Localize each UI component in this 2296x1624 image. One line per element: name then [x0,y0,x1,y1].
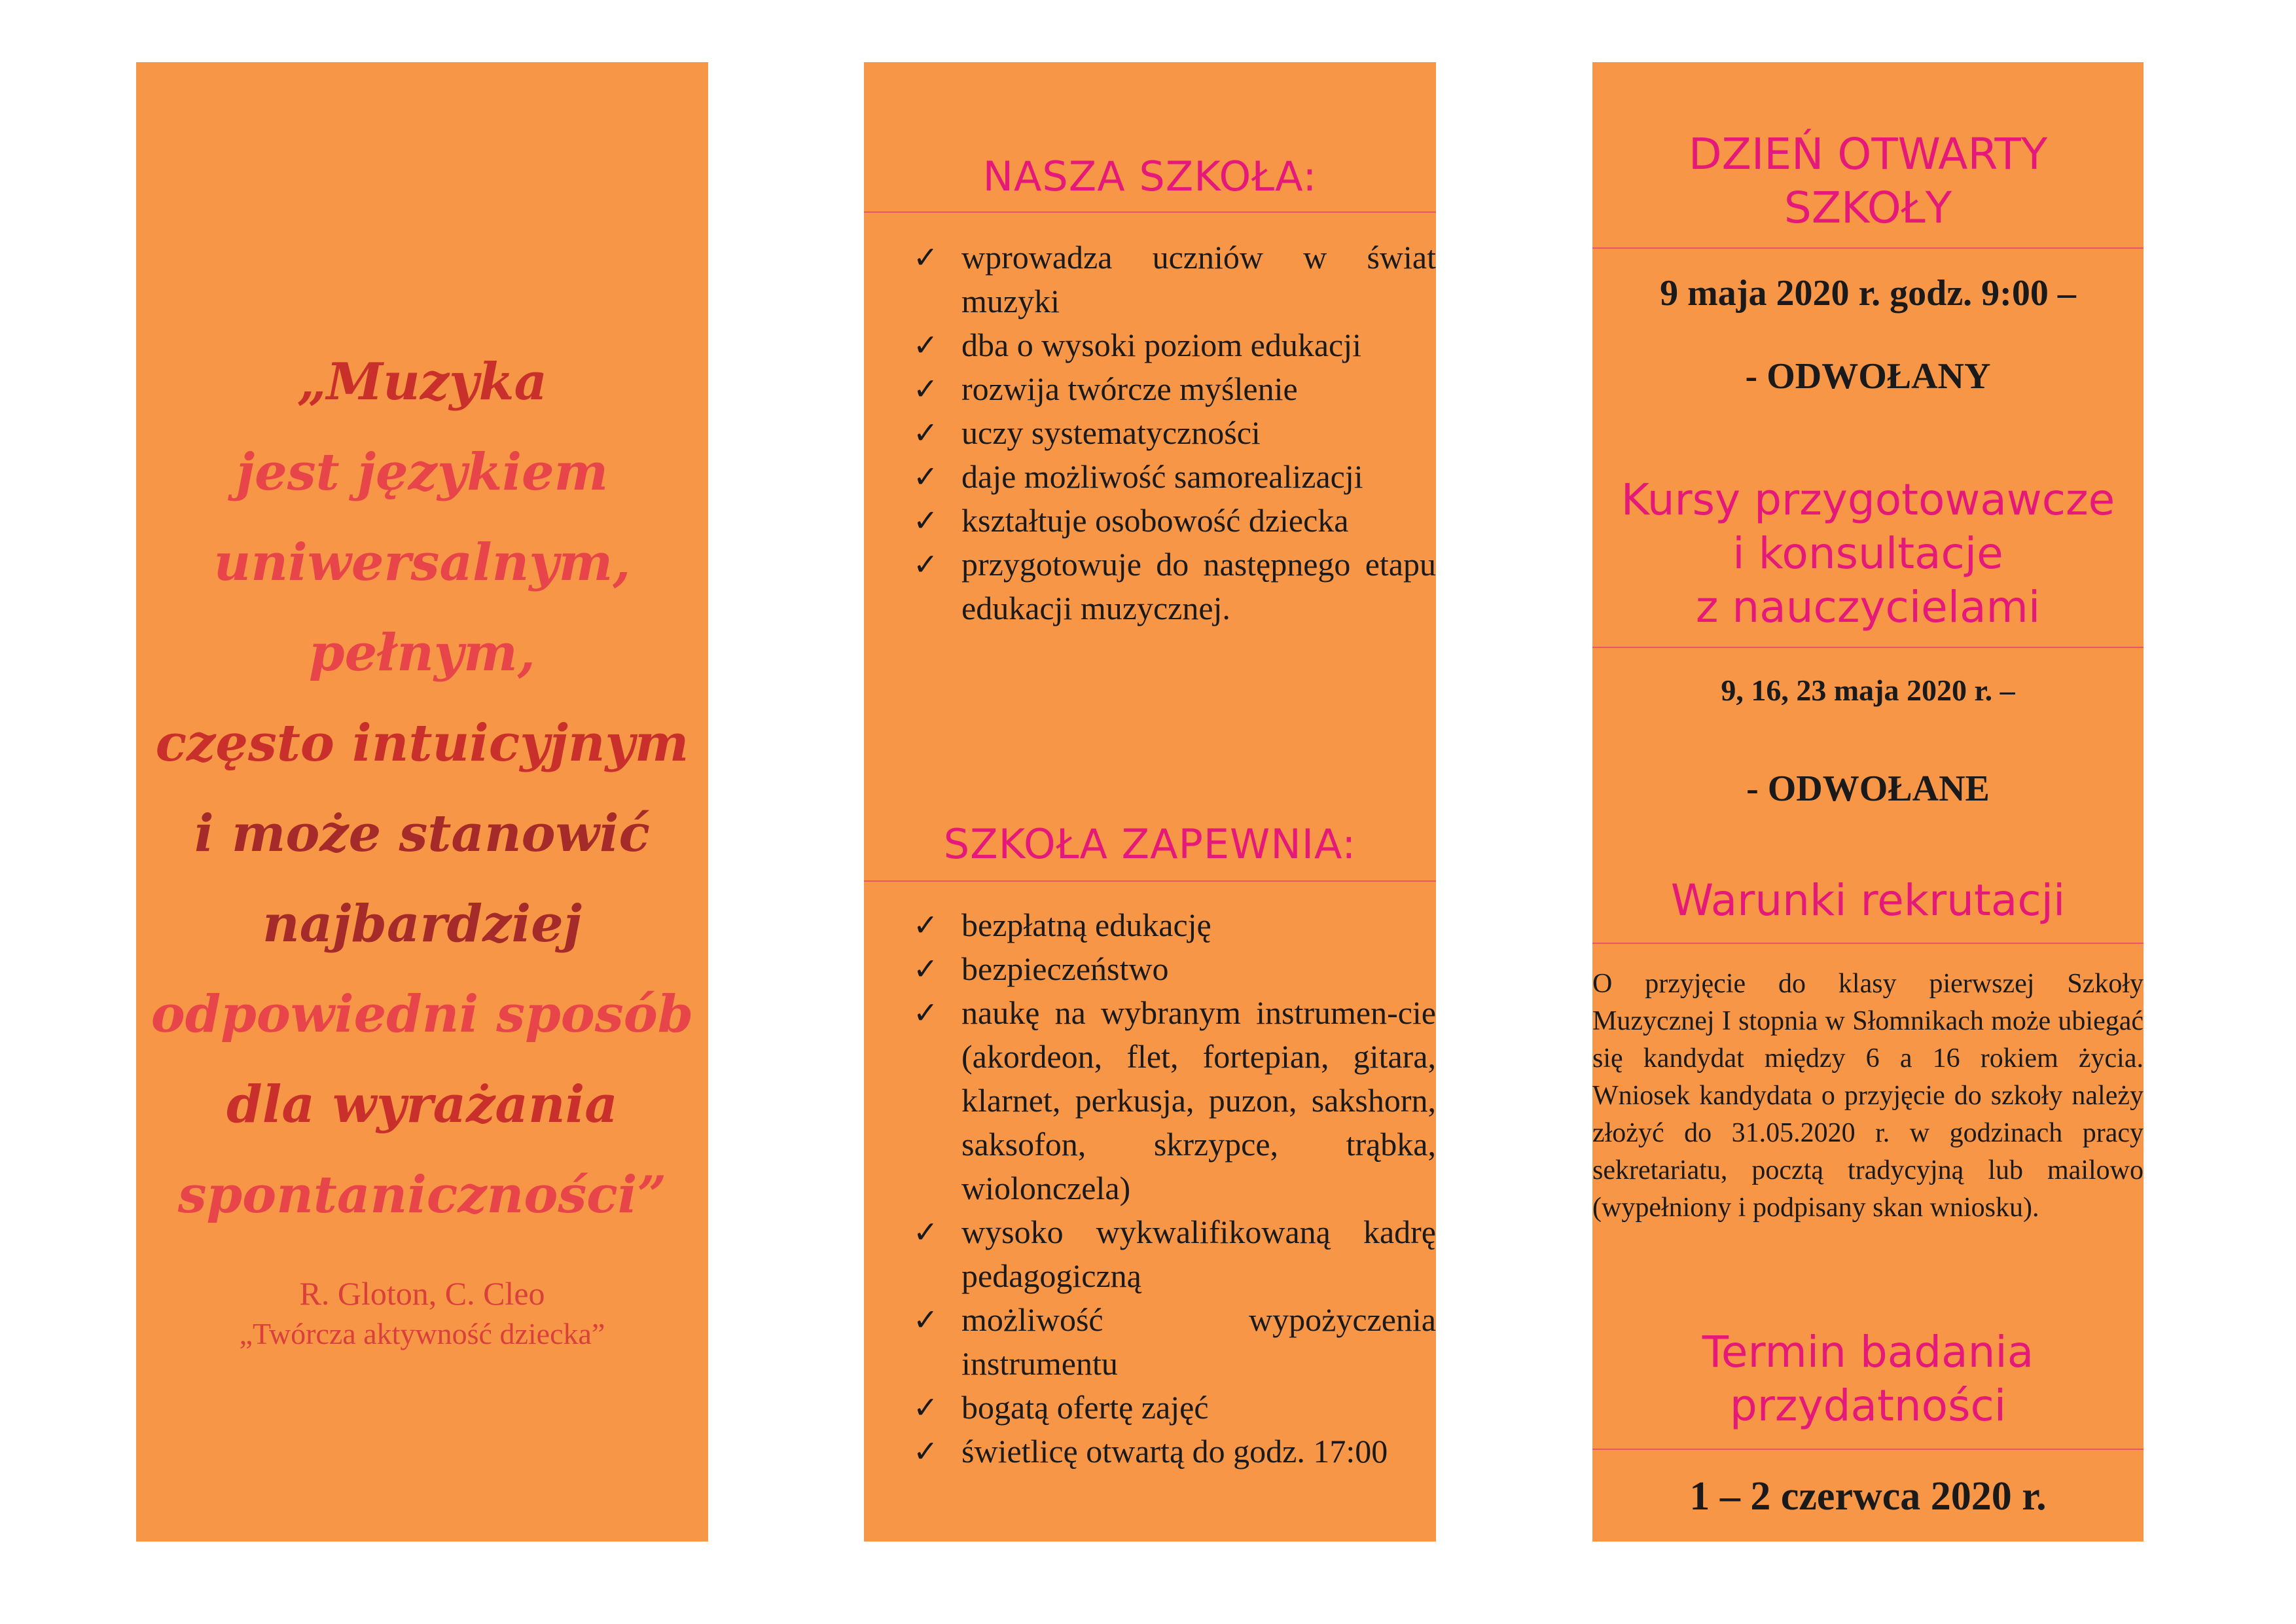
divider [864,880,1436,882]
check-icon: ✓ [913,1214,939,1250]
open-day-heading-line: SZKOŁY [1784,183,1952,233]
list-item: ✓ bezpieczeństwo [913,947,1436,991]
courses-status: - ODWOŁANE [1746,768,1990,809]
recruitment-text: O przyjęcie do klasy pierwszej Szkoły Muzycznej I stopnia w Słomnikach może ubiegać się kandydat między 6 a 16 rokiem życia. Wniosek kandydata o przyjęcie do szkoły należy złożyć do 31.05.2020 r. w godzinach pracy sekretariatu, pocztą tradycyjną lub mailowo (wypełniony i podpisany skan wniosku). [1592,969,2144,1223]
check-icon: ✓ [913,907,939,943]
heading-our-school: NASZA SZKOŁA: [982,153,1318,200]
quote-author: R. Gloton, C. Cleo [299,1275,545,1312]
quote-panel [136,62,708,1542]
quote-line: często intuicyjnym [155,713,689,773]
courses-heading-line: i konsultacje [1732,528,2003,579]
list-item: ✓ możliwość wypożyczenia instrumentu [913,1298,1436,1386]
quote-line: jest językiem [236,442,609,502]
check-icon: ✓ [913,503,939,538]
open-day-heading [1592,128,2144,235]
check-icon: ✓ [913,1434,939,1469]
check-icon: ✓ [913,995,939,1030]
open-day-status: - ODWOŁANY [1745,356,1991,397]
quote-line: odpowiedni sposób [151,984,694,1044]
heading-school-provides: SZKOŁA ZAPEWNIA: [943,820,1357,868]
list-item: ✓ świetlicę otwartą do godz. 17:00 [913,1430,1436,1473]
list-item: ✓ uczy systematyczności [913,411,1436,455]
check-icon: ✓ [913,1302,939,1337]
exam-heading-line: przydatności [1729,1380,2007,1431]
our-school-list [913,236,1436,630]
divider [1592,247,2144,249]
list-item: ✓ wysoko wykwalifikowaną kadrę pedagogiczną [913,1210,1436,1298]
open-day-heading-line: DZIEŃ OTWARTY [1688,129,2048,179]
quote [136,337,708,1240]
divider [864,211,1436,213]
school-info-panel [864,62,1436,1542]
list-item: ✓ rozwija twórcze myślenie [913,367,1436,411]
exam-heading-line: Termin badania [1702,1327,2034,1377]
courses-heading [1592,473,2144,634]
exam-heading [1592,1326,2144,1433]
check-icon: ✓ [913,371,939,406]
school-provides-list [913,903,1436,1473]
quote-line: i może stanowić [194,804,650,863]
quote-line: pełnym, [309,623,535,683]
check-icon: ✓ [913,547,939,582]
divider [1592,943,2144,944]
list-item: ✓ wprowadza uczniów w świat muzyki [913,236,1436,323]
check-icon: ✓ [913,951,939,986]
list-item: ✓ kształtuje osobowość dziecka [913,499,1436,543]
quote-attribution [136,1273,708,1354]
courses-dates: 9, 16, 23 maja 2020 r. – [1721,674,2015,707]
quote-line: dla wyrażania [226,1075,618,1134]
divider [1592,647,2144,648]
check-icon: ✓ [913,240,939,275]
quote-line: najbardziej [262,894,582,954]
quote-line: uniwersalnym, [213,533,631,592]
courses-heading-line: Kursy przygotowawcze [1621,475,2115,525]
divider [1592,1449,2144,1450]
quote-line: „Muzyka [296,352,548,412]
check-icon: ✓ [913,327,939,363]
list-item: ✓ daje możliwość samorealizacji [913,455,1436,499]
list-item: ✓ przygotowuje do następnego etapu edukacji muzycznej. [913,543,1436,630]
list-item: ✓ bezpłatną edukację [913,903,1436,947]
recruitment-heading: Warunki rekrutacji [1670,875,2066,926]
events-panel [1592,62,2144,1542]
check-icon: ✓ [913,1390,939,1425]
open-day-date: 9 maja 2020 r. godz. 9:00 – [1660,273,2076,314]
quote-book-title: „Twórcza aktywność dziecka” [239,1317,605,1350]
list-item: ✓ naukę na wybranym instrumen-cie (akordeon, flet, fortepian, gitara, klarnet, perkusja, puzon, sakshorn, saksofon, skrzypce, trąbka, wiolonczela) [913,991,1436,1210]
exam-date: 1 – 2 czerwca 2020 r. [1689,1474,2047,1519]
courses-heading-line: z nauczycielami [1695,582,2041,632]
quote-line: spontaniczności” [177,1165,667,1225]
list-item: ✓ dba o wysoki poziom edukacji [913,323,1436,367]
check-icon: ✓ [913,459,939,494]
check-icon: ✓ [913,415,939,450]
list-item: ✓ bogatą ofertę zajęć [913,1386,1436,1430]
